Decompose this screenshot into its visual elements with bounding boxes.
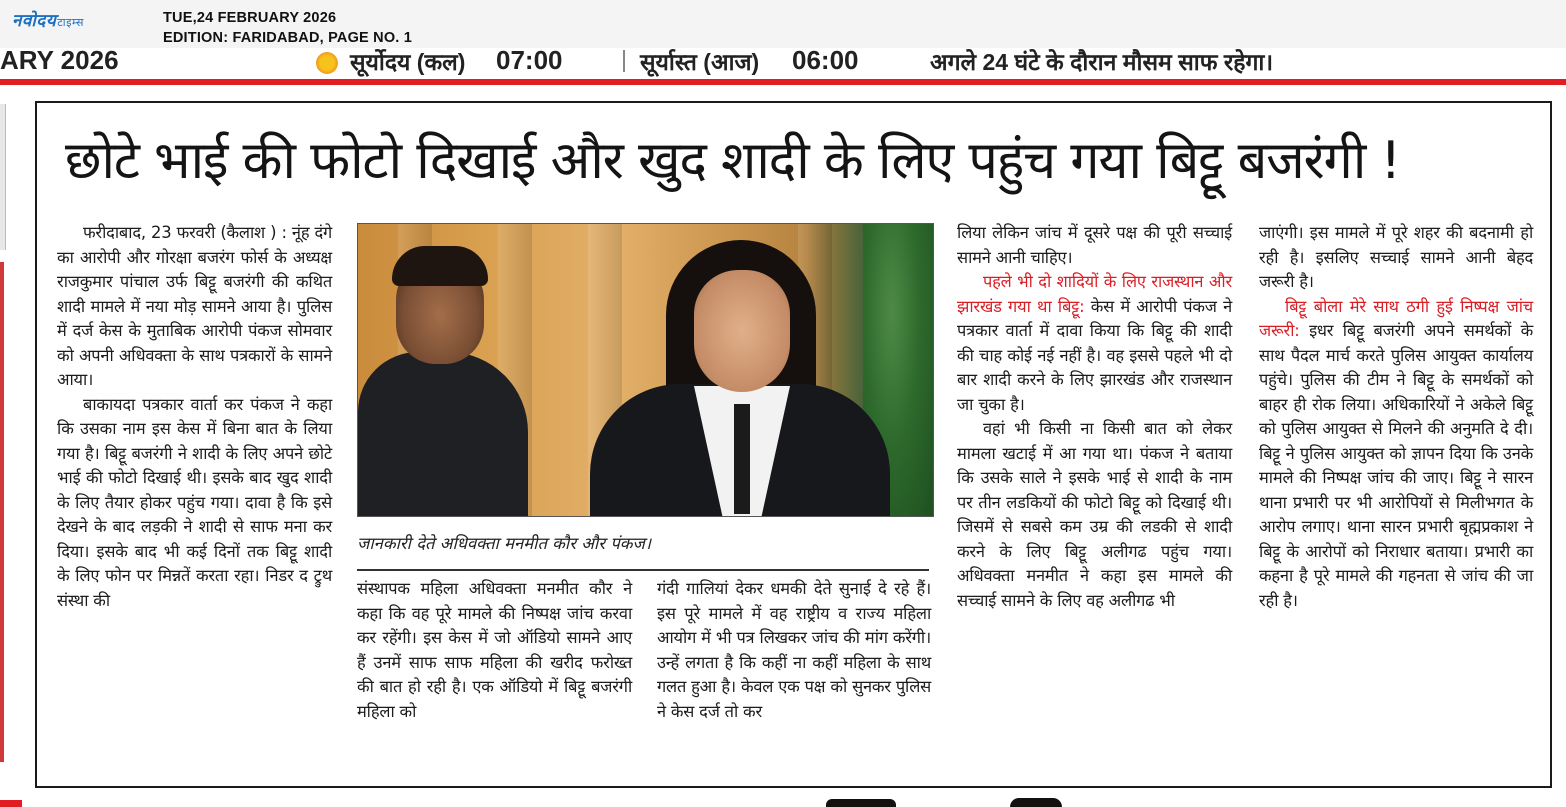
subheading-previous-marriages: पहले भी दो शादियों के लिए राजस्थान और झारखंड गया था बिट्टू: xyxy=(957,272,1232,316)
sunset-label: सूर्यास्त (आज) xyxy=(640,49,760,75)
article-photo[interactable] xyxy=(357,223,934,517)
article-column-3 xyxy=(657,577,931,724)
col4-para-2: केस में आरोपी पंकज ने पत्रकार वार्ता में दावा किया कि बिट्टू की शादी की चाह कोई नई नहीं है। वह इससे पहले भी दो बार शादी करने के लिए झारखंड और राजस्थान जा चुका है। xyxy=(957,296,1233,414)
col2-para: संस्थापक महिला अधिवक्ता मनमीत कौर ने कहा कि वह पूरे मामले की निष्पक्ष जांच करवा कर रहेंगी। इस केस में जो ऑडियो सामने आए हैं उनमें साफ साफ महिला की खरीद फरोख्त की बात हो रही है। एक ऑडियो में बिट्टू बजरंगी महिला को xyxy=(357,579,632,721)
strip-date-fragment: ARY 2026 xyxy=(0,48,119,75)
advocate-band xyxy=(734,404,750,514)
caption-rule xyxy=(357,569,929,571)
col1-para-1: फरीदाबाद, 23 फरवरी (कैलाश ) : नूंह दंगे का आरोपी और गोरक्षा बजरंग फोर्स के अध्यक्ष राजकुमार पांचाल उर्फ बिट्टू बजरंगी की कथित शादी मामले में नया मोड़ सामने आया है। पुलिस में दर्ज केस के मुताबिक आरोपी पंकज सोमवार को अपनी अधिवक्ता के साथ पत्रकारों के सामने आया। xyxy=(57,223,332,389)
col4-para-1: लिया लेकिन जांच में दूसरे पक्ष की पूरी सच्चाई सामने आनी चाहिए। xyxy=(957,223,1232,267)
col5-para-2: इधर बिट्टू बजरंगी अपने समर्थकों के साथ पैदल मार्च करते पुलिस आयुक्त कार्यालय पहुंचे। पुलिस की टीम ने बिट्टू के समर्थकों को बाहर ही रोक लिया। अधिकारियों ने अकेले बिट्टू को पुलिस आयुक्त से मिलने की अनुमति दे दी। बिट्टू ने पुलिस आयुक्त को ज्ञापन दिया कि उनके मामले की निष्पक्ष जांच की जाए। बिट्टू ने सारन थाना प्रभारी पर भी आरोपियों से मिलीभगत के आरोप लगाए। थाना सारन प्रभारी बृह्मप्रकाश ने बिट्टू के आरोपों को निराधार बताया। प्रभारी का कहना है पूरे मामले की गहनता से जांच की जा रही है। xyxy=(1259,321,1533,610)
woman-head xyxy=(694,270,790,392)
col3-para: गंदी गालियां देकर धमकी देते सुनाई दे रहे हैं। इस पूरे मामले में वह राष्ट्रीय व राज्य महिला आयोग में भी पत्र लिखकर जांच की मांग करेंगी। उन्हें लगता है कि कहीं ना कहीं महिला के साथ गलत हुआ है। केवल एक पक्ष को सुनकर पुलिस ने केस दर्ज तो कर xyxy=(657,579,931,721)
sunrise-label: सूर्योदय (कल) xyxy=(350,49,466,75)
photo-caption: जानकारी देते अधिवक्ता मनमीत कौर और पंकज। xyxy=(357,534,652,553)
article-column-2 xyxy=(357,577,632,724)
left-margin-red xyxy=(0,262,4,762)
logo-main: नवोदय xyxy=(12,11,57,31)
col4-para-3: वहां भी किसी ना किसी बात को लेकर मामला खटाई में आ गया था। पंकज ने बताया कि उसके साले ने इसके भाई से शादी के नाम पर तीन लडकियों की फोटो बिट्टू को दिखाई थी। जिसमें से सबसे कम उम्र की लडकी से शादी करने के लिए बिट्टू अलीगढ पहुंच गया। अधिवक्ता मनमीत ने कहा इस मामले की सच्चाई सामने के लिए वह अलीगढ भी xyxy=(957,419,1232,610)
subheading-bittu-statement: बिट्टू बोला मेरे साथ ठगी हुई निष्पक्ष जांच जरूरी: xyxy=(1259,296,1533,340)
bottom-fragment-2 xyxy=(1010,798,1062,807)
bottom-fragment-1 xyxy=(826,799,896,807)
sunrise-time: 07:00 xyxy=(496,48,563,75)
strip-divider xyxy=(623,50,625,72)
article-column-5 xyxy=(1259,221,1533,613)
article-column-1 xyxy=(57,221,332,613)
edition-meta xyxy=(163,8,412,48)
edition-header xyxy=(0,0,1566,48)
weather-strip xyxy=(0,48,1566,78)
edition-date: TUE,24 FEBRUARY 2026 xyxy=(163,10,337,26)
man-hair xyxy=(392,246,488,286)
weather-text: अगले 24 घंटे के दौरान मौसम साफ रहेगा। xyxy=(930,49,1274,75)
bottom-red-mark xyxy=(0,800,22,807)
article-column-4 xyxy=(957,221,1232,613)
man-figure xyxy=(358,352,528,517)
col1-para-2: बाकायदा पत्रकार वार्ता कर पंकज ने कहा कि उसका नाम इस केस में बिना बात के लिया गया है। बिट्टू बजरंगी ने शादी के लिए अपने छोटे भाई की फोटो दिखाई थी। इसके बाद खुद शादी के लिए तैयार होकर पहुंच गया। दावा है कि इसे देखने के बाद लड़की ने शादी से साफ मना कर दिया। इसके बाद भी कई दिनों तक बिट्टू शादी के लिए फोन पर मिन्नतें करता रहा। निडर द ट्रुथ संस्था की xyxy=(57,394,332,610)
section-rule xyxy=(0,79,1566,85)
logo-sub: टाइम्स xyxy=(57,16,84,29)
left-margin-block xyxy=(0,104,6,250)
sun-icon xyxy=(316,52,338,74)
article-headline: छोटे भाई की फोटो दिखाई और खुद शादी के लिए पहुंच गया बिट्टू बजरंगी ! xyxy=(65,131,1401,191)
col5-para-1: जाएंगी। इस मामले में पूरे शहर की बदनामी हो रही है। इसलिए सच्चाई सामने आनी बेहद जरूरी है। xyxy=(1259,223,1533,291)
newspaper-logo[interactable] xyxy=(12,8,84,31)
sunset-time: 06:00 xyxy=(792,48,859,75)
edition-page: EDITION: FARIDABAD, PAGE NO. 1 xyxy=(163,30,413,46)
news-article[interactable] xyxy=(35,101,1552,788)
